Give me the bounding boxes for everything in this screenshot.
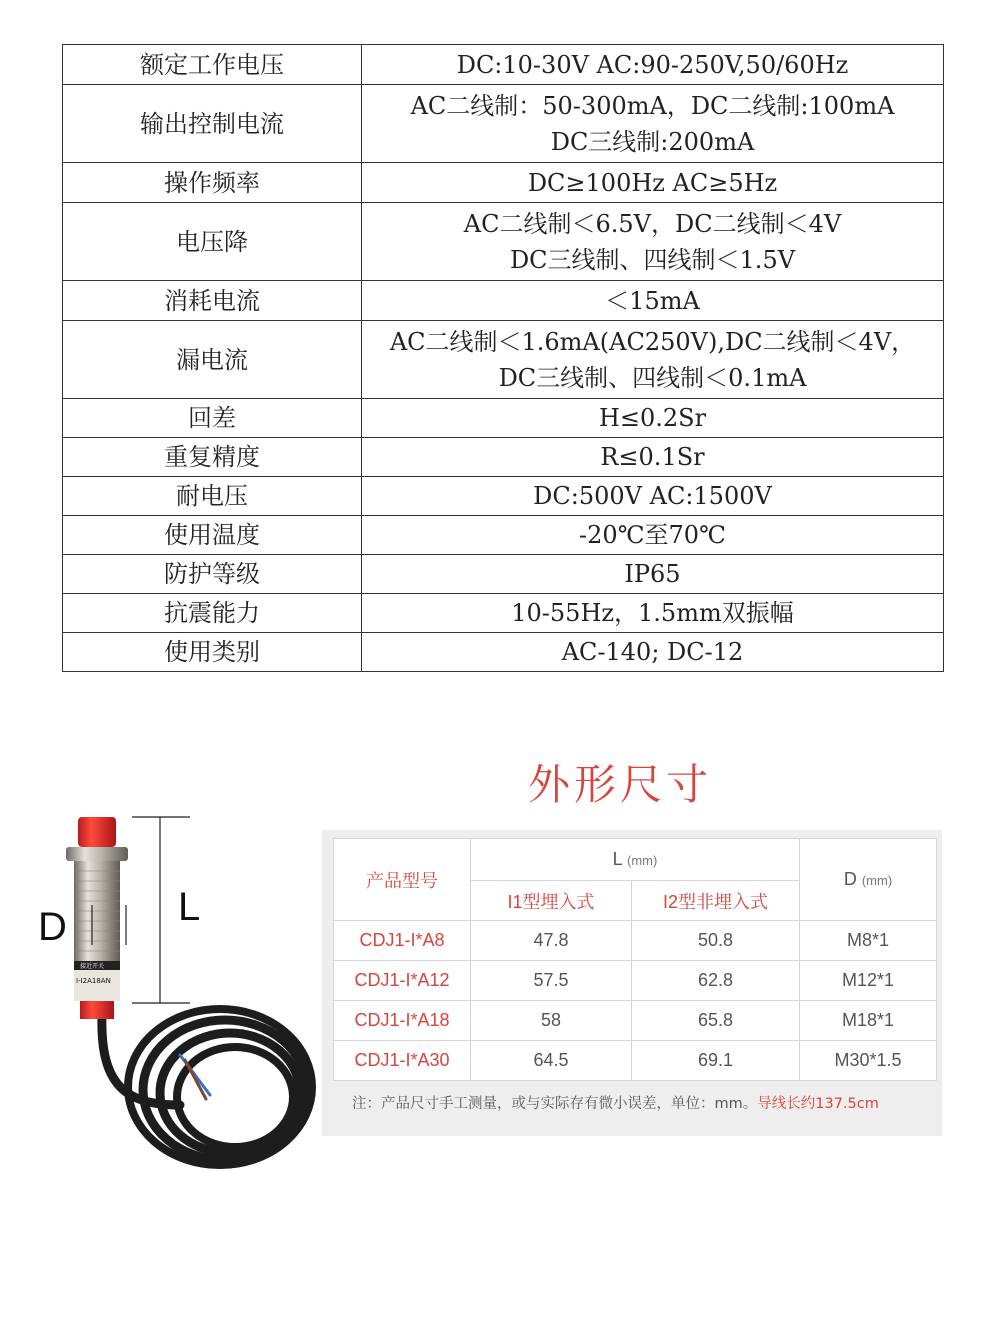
dimensions-header-row bbox=[334, 839, 937, 881]
spec-value bbox=[362, 163, 944, 203]
spec-value bbox=[362, 516, 944, 555]
header-i2: I2型非埋入式 bbox=[632, 881, 800, 921]
spec-value-line: DC:10-30V AC:90-250V,50/60Hz bbox=[456, 50, 849, 79]
spec-value-line: DC≥100Hz AC≥5Hz bbox=[527, 168, 778, 197]
cell-i1: 47.8 bbox=[471, 921, 632, 961]
cell-i2: 62.8 bbox=[632, 961, 800, 1001]
table-row bbox=[334, 1041, 937, 1081]
spec-row bbox=[63, 555, 944, 594]
note-highlight: 导线长约137.5cm bbox=[757, 1096, 879, 1112]
spec-label: 重复精度 bbox=[63, 438, 362, 477]
spec-row bbox=[63, 594, 944, 633]
spec-row bbox=[63, 85, 944, 163]
cell-model: CDJ1-I*A12 bbox=[334, 961, 471, 1001]
header-l-unit: (mm) bbox=[627, 853, 658, 868]
cable-coil bbox=[102, 1009, 312, 1165]
cell-d: M18*1 bbox=[800, 1001, 937, 1041]
spec-label: 操作频率 bbox=[63, 163, 362, 203]
spec-value-line: IP65 bbox=[624, 560, 681, 588]
sensor-label-text-2: I-I2A18AN bbox=[76, 977, 111, 985]
spec-label: 回差 bbox=[63, 399, 362, 438]
spec-label: 输出控制电流 bbox=[63, 85, 362, 163]
spec-value bbox=[362, 45, 944, 85]
spec-value bbox=[362, 555, 944, 594]
spec-value bbox=[362, 594, 944, 633]
dimensions-table bbox=[333, 838, 937, 1081]
spec-value bbox=[362, 399, 944, 438]
spec-value-line: -20℃至70℃ bbox=[579, 521, 726, 549]
spec-row bbox=[63, 633, 944, 672]
header-l bbox=[471, 839, 800, 881]
spec-value bbox=[362, 203, 944, 281]
spec-label: 抗震能力 bbox=[63, 594, 362, 633]
spec-row bbox=[63, 45, 944, 85]
spec-row bbox=[63, 281, 944, 321]
cell-model: CDJ1-I*A8 bbox=[334, 921, 471, 961]
spec-value bbox=[362, 633, 944, 672]
spec-value-line: R≤0.1Sr bbox=[600, 443, 705, 471]
header-d-unit: (mm) bbox=[861, 873, 893, 888]
dimensions-note bbox=[352, 1092, 879, 1113]
spec-value-line: DC三线制、四线制＜1.5V bbox=[509, 245, 796, 274]
spec-row bbox=[63, 477, 944, 516]
cell-i1: 57.5 bbox=[471, 961, 632, 1001]
spec-value-line: 10-55Hz，1.5mm双振幅 bbox=[511, 599, 794, 627]
table-row bbox=[334, 921, 937, 961]
cell-model: CDJ1-I*A30 bbox=[334, 1041, 471, 1081]
cell-i2: 65.8 bbox=[632, 1001, 800, 1041]
cell-d: M12*1 bbox=[800, 961, 937, 1001]
spec-label: 使用温度 bbox=[63, 516, 362, 555]
header-d bbox=[800, 839, 937, 921]
cell-model: CDJ1-I*A18 bbox=[334, 1001, 471, 1041]
spec-value-line: ＜15mA bbox=[605, 286, 700, 315]
spec-value-line: AC二线制＜6.5V，DC二线制＜4V bbox=[463, 209, 842, 238]
cell-i2: 69.1 bbox=[632, 1041, 800, 1081]
header-l-text: L bbox=[612, 849, 622, 869]
spec-value-line: AC二线制＜1.6mA(AC250V),DC二线制＜4V， bbox=[389, 327, 916, 356]
spec-value-line: AC-140; DC-12 bbox=[561, 638, 744, 666]
spec-row bbox=[63, 399, 944, 438]
spec-value bbox=[362, 281, 944, 321]
table-row bbox=[334, 1001, 937, 1041]
spec-row bbox=[63, 203, 944, 281]
header-model: 产品型号 bbox=[334, 839, 471, 921]
note-text: 注：产品尺寸手工测量，或与实际存有微小误差，单位：mm。 bbox=[352, 1096, 758, 1112]
dimensions-title: 外形尺寸 bbox=[527, 760, 712, 809]
spec-label: 电压降 bbox=[63, 203, 362, 281]
sensor-nut bbox=[66, 847, 128, 861]
spec-value bbox=[362, 438, 944, 477]
header-i1: I1型埋入式 bbox=[471, 881, 632, 921]
sensor-cap bbox=[78, 817, 116, 847]
spec-value-line: AC二线制：50-300mA，DC二线制:100mA bbox=[410, 91, 895, 120]
spec-value-line: DC:500V AC:1500V bbox=[533, 482, 772, 510]
table-row bbox=[334, 961, 937, 1001]
cell-i1: 64.5 bbox=[471, 1041, 632, 1081]
spec-value-line: H≤0.2Sr bbox=[598, 404, 707, 432]
spec-row bbox=[63, 321, 944, 399]
spec-label: 漏电流 bbox=[63, 321, 362, 399]
spec-row bbox=[63, 163, 944, 203]
cell-d: M30*1.5 bbox=[800, 1041, 937, 1081]
spec-label: 额定工作电压 bbox=[63, 45, 362, 85]
spec-row bbox=[63, 516, 944, 555]
spec-label: 防护等级 bbox=[63, 555, 362, 594]
spec-table bbox=[62, 44, 944, 672]
proximity-sensor-illustration bbox=[30, 805, 330, 1185]
spec-row bbox=[63, 438, 944, 477]
spec-value bbox=[362, 321, 944, 399]
dimension-d-label: D bbox=[38, 905, 67, 949]
spec-label: 耐电压 bbox=[63, 477, 362, 516]
spec-value-line: DC三线制:200mA bbox=[550, 127, 755, 156]
spec-value bbox=[362, 477, 944, 516]
cell-i1: 58 bbox=[471, 1001, 632, 1041]
spec-label: 使用类别 bbox=[63, 633, 362, 672]
cell-d: M8*1 bbox=[800, 921, 937, 961]
dimension-l-label: L bbox=[178, 885, 201, 929]
sensor-tail bbox=[80, 1001, 114, 1019]
sensor-label-text-1: 接近开关 bbox=[80, 963, 105, 970]
spec-value bbox=[362, 85, 944, 163]
header-d-text: D bbox=[843, 869, 857, 889]
cell-i2: 50.8 bbox=[632, 921, 800, 961]
spec-value-line: DC三线制、四线制＜0.1mA bbox=[498, 363, 807, 392]
spec-label: 消耗电流 bbox=[63, 281, 362, 321]
